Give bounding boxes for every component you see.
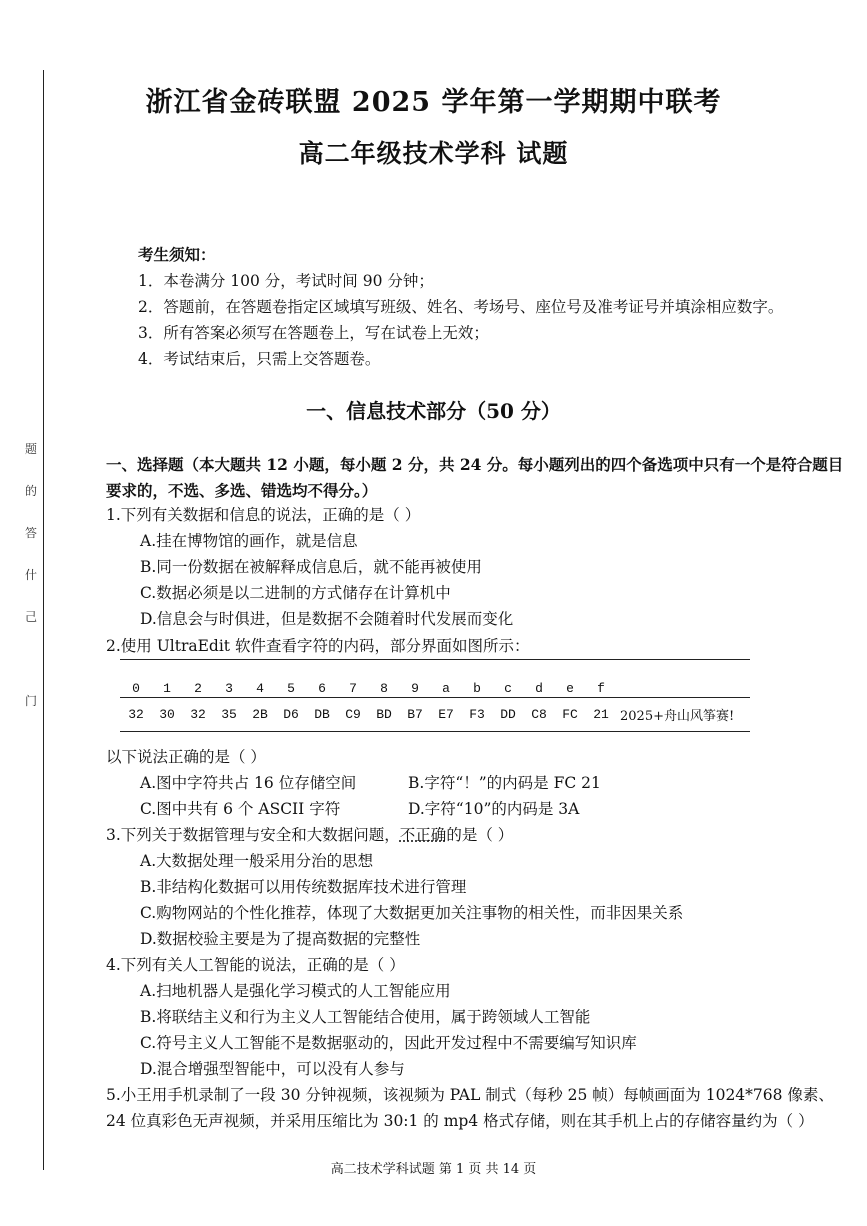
hex-header-cell: 1 <box>163 681 171 696</box>
question-2-stem: 2.使用 UltraEdit 软件查看字符的内码，部分界面如图所示： <box>106 637 530 655</box>
question-3-option-d: D.数据校验主要是为了提高数据的完整性 <box>140 930 421 948</box>
hex-header-cell: 6 <box>318 681 326 696</box>
hex-text-column: 2025+舟山风筝赛! <box>620 709 735 724</box>
notice-heading: 考生须知： <box>138 245 216 264</box>
notice-block <box>138 242 783 372</box>
figure-rule-top <box>120 659 750 660</box>
question-1-option-c: C.数据必须是以二进制的方式储存在计算机中 <box>140 584 451 602</box>
section-instruction: 一、选择题（本大题共 12 小题，每小题 2 分，共 24 分。每小题列出的四个备选项中只有一个是符合题目要求的，不选、多选、错选均不得分。） <box>106 455 844 500</box>
hex-byte-cell: D6 <box>283 707 299 722</box>
notice-item: 4．考试结束后，只需上交答题卷。 <box>138 350 381 368</box>
hex-header-cell: f <box>597 681 605 696</box>
question-1-option-b: B.同一份数据在被解释成信息后，就不能再被使用 <box>140 558 482 576</box>
figure-rule-mid <box>120 697 750 698</box>
hex-header-cell: a <box>442 681 450 696</box>
binding-char: 题 <box>24 442 37 456</box>
hex-byte-cell: DD <box>500 707 516 722</box>
hex-byte-cell: DB <box>314 707 330 722</box>
question-3-stem-prefix: 3.下列关于数据管理与安全和大数据问题， <box>106 826 400 844</box>
binding-char <box>24 650 38 692</box>
question-4-option-d: D.混合增强型智能中，可以没有人参与 <box>140 1060 405 1078</box>
question-2-prompt: 以下说法正确的是（ ） <box>106 748 266 766</box>
hex-byte-cell: C8 <box>531 707 547 722</box>
question-2-option-c: C.图中共有 6 个 ASCII 字符 <box>140 800 341 818</box>
hex-byte-cell: F3 <box>469 707 485 722</box>
hex-header-cell: 8 <box>380 681 388 696</box>
question-3-emphasis: 不正确 <box>399 826 447 844</box>
binding-line <box>43 70 44 1170</box>
binding-char: 的 <box>24 484 37 498</box>
question-2-option-a: A.图中字符共占 16 位存储空间 <box>140 774 357 792</box>
hex-byte-cell: 30 <box>159 707 175 722</box>
figure-rule-bottom <box>120 731 750 732</box>
question-3-option-c: C.购物网站的个性化推荐，体现了大数据更加关注事物的相关性，而非因果关系 <box>140 904 684 922</box>
binding-char: 答 <box>24 526 37 540</box>
question-4-option-a: A.扫地机器人是强化学习模式的人工智能应用 <box>140 982 451 1000</box>
hex-byte-cell: FC <box>562 707 578 722</box>
hex-byte-cell: 32 <box>190 707 206 722</box>
hex-byte-cell: 32 <box>128 707 144 722</box>
question-3-option-a: A.大数据处理一般采用分治的思想 <box>140 852 374 870</box>
question-4-option-b: B.将联结主义和行为主义人工智能结合使用，属于跨领域人工智能 <box>140 1008 591 1026</box>
hex-header-cell: 0 <box>132 681 140 696</box>
binding-char: 己 <box>24 610 37 624</box>
hex-header-cell: e <box>566 681 574 696</box>
question-3-stem-suffix: 的是（ ） <box>446 826 514 844</box>
hex-header-cell: 9 <box>411 681 419 696</box>
hex-byte-cell: C9 <box>345 707 361 722</box>
exam-title: 浙江省金砖联盟 2025 学年第一学期期中联考 <box>145 87 722 118</box>
hex-header-cell: 5 <box>287 681 295 696</box>
hex-editor-figure <box>120 657 750 733</box>
hex-header-cell: b <box>473 681 481 696</box>
binding-margin <box>24 440 38 734</box>
binding-char: 门 <box>24 694 37 708</box>
question-2-option-d: D.字符“10”的内码是 3A <box>408 800 580 818</box>
binding-char: 什 <box>24 568 37 582</box>
hex-header-cell: c <box>504 681 512 696</box>
hex-header-cell: 3 <box>225 681 233 696</box>
notice-item: 1．本卷满分 100 分，考试时间 90 分钟； <box>138 272 434 290</box>
hex-byte-cell: 35 <box>221 707 237 722</box>
question-1-stem: 1.下列有关数据和信息的说法，正确的是（ ） <box>106 506 421 524</box>
exam-subtitle: 高二年级技术学科 试题 <box>298 139 569 168</box>
section-title: 一、信息技术部分（50 分） <box>306 399 561 423</box>
hex-byte-cell: BD <box>376 707 392 722</box>
hex-byte-cell: E7 <box>438 707 454 722</box>
hex-byte-cell: B7 <box>407 707 423 722</box>
question-5-stem: 5.小王用手机录制了一段 30 分钟视频，该视频为 PAL 制式（每秒 25 帧）每帧画面为 1024*768 像素、24 位真彩色无声视频，并采用压缩比为 30:1 的 mp4 格式存储，则在其手机上占的存储容量约为（ ） <box>106 1086 834 1130</box>
hex-byte-cell: 2B <box>252 707 268 722</box>
hex-header-cell: 4 <box>256 681 264 696</box>
question-1-option-d: D.信息会与时俱进，但是数据不会随着时代发展而变化 <box>140 610 514 628</box>
question-2-option-b: B.字符“！”的内码是 FC 21 <box>408 774 601 792</box>
question-4-option-c: C.符号主义人工智能不是数据驱动的，因此开发过程中不需要编写知识库 <box>140 1034 637 1052</box>
page-footer: 高二技术学科试题 第 1 页 共 14 页 <box>330 1162 537 1177</box>
question-3-stem <box>106 823 513 845</box>
hex-header-cell: 2 <box>194 681 202 696</box>
question-1-option-a: A.挂在博物馆的画作，就是信息 <box>140 532 358 550</box>
question-3-option-b: B.非结构化数据可以用传统数据库技术进行管理 <box>140 878 467 896</box>
question-4-stem: 4.下列有关人工智能的说法，正确的是（ ） <box>106 956 405 974</box>
hex-header-cell: d <box>535 681 543 696</box>
hex-header-cell: 7 <box>349 681 357 696</box>
notice-item: 3．所有答案必须写在答题卷上，写在试卷上无效； <box>138 324 489 342</box>
hex-byte-cell: 21 <box>593 707 609 722</box>
notice-item: 2．答题前，在答题卷指定区域填写班级、姓名、考场号、座位号及准考证号并填涂相应数字。 <box>138 298 784 316</box>
